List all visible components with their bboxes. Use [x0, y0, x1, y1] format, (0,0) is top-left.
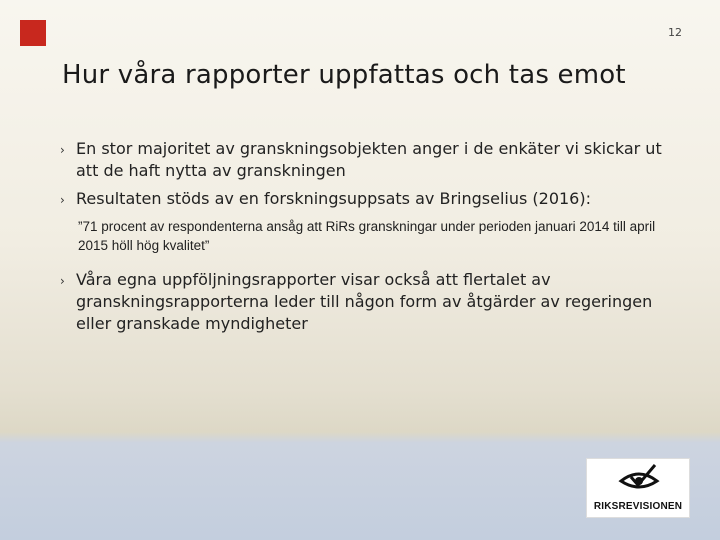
bullet-text: Våra egna uppföljningsrapporter visar också att flertalet av granskningsrapporterna leder till någon form av åtgärder av regeringen eller granskade myndigheter — [76, 270, 653, 333]
quote-text: ”71 procent av respondenterna ansåg att RiRs granskningar under perioden januari 2014 till april 2015 höll hög kvalitet” — [78, 219, 656, 253]
red-square-logo-mark — [20, 20, 46, 46]
chevron-right-icon: › — [60, 143, 65, 157]
page-number: 12 — [668, 26, 682, 39]
bullet-text: Resultaten stöds av en forskningsuppsats av Bringselius (2016): — [76, 189, 591, 208]
logo-text: RIKSREVISIONEN — [593, 501, 683, 512]
bullet-item — [60, 269, 680, 335]
chevron-right-icon: › — [60, 193, 65, 207]
bullet-text: En stor majoritet av granskningsobjekten anger i de enkäter vi skickar ut att de haft nytta av granskningen — [76, 139, 662, 180]
riksrevisionen-logo — [586, 458, 690, 518]
bullet-item — [60, 188, 680, 211]
slide-content — [60, 138, 680, 341]
bullet-item — [60, 138, 680, 182]
slide-title: Hur våra rapporter uppfattas och tas emot — [62, 60, 626, 90]
eye-check-icon — [617, 463, 661, 495]
chevron-right-icon: › — [60, 274, 65, 288]
